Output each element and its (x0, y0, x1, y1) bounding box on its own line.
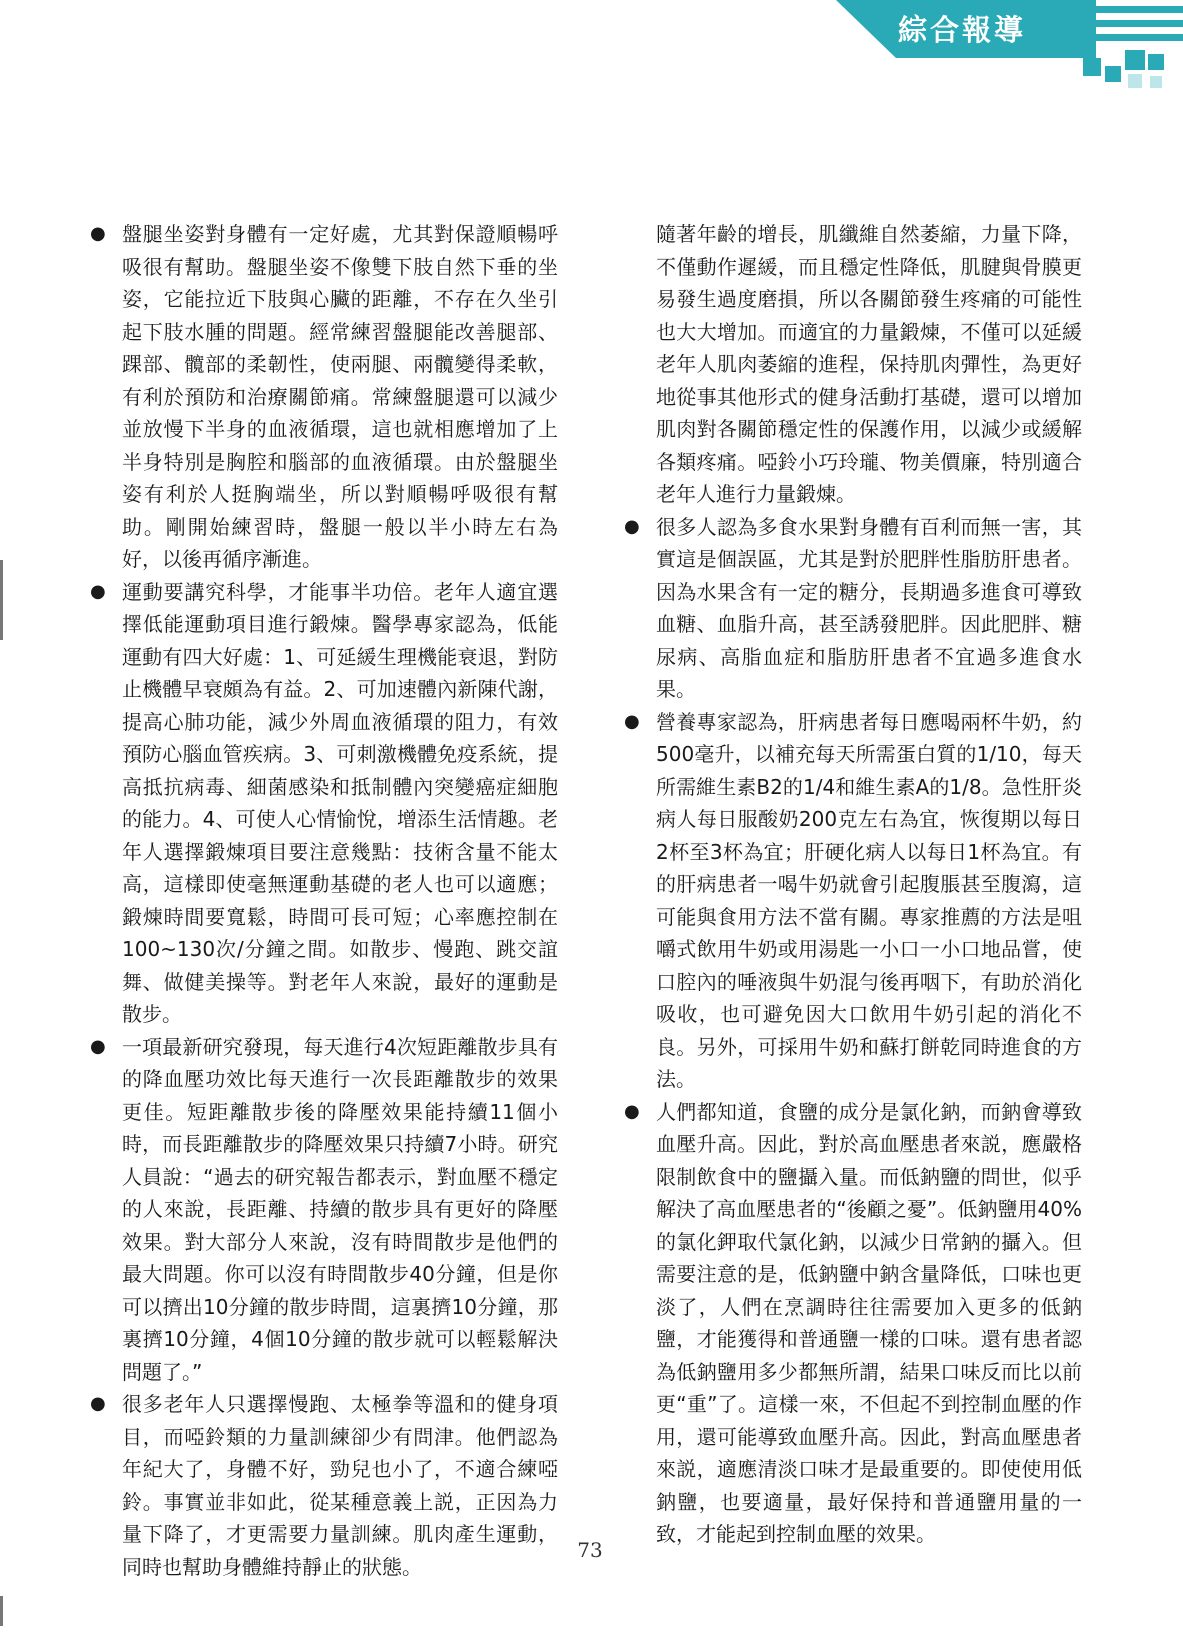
continued-text: 隨著年齡的增長，肌纖維自然萎縮，力量下降，不僅動作遲緩，而且穩定性降低，肌腱與骨膜更易發生過度磨損，所以各關節發生疼痛的可能性也大大增加。而適宜的力量鍛煉，不僅可以延緩老年人肌肉萎縮的進程，保持肌肉彈性，為更好地從事其他形式的健身活動打基礎，還可以增加肌肉對各關節穩定性的保護作用，以減少或緩解各類疼痛。啞鈴小巧玲瓏、物美價廉，特別適合老年人進行力量鍛煉。 (656, 222, 1082, 506)
bullet-icon: ● (624, 710, 640, 732)
scan-edge-mark (0, 560, 3, 640)
bullet-icon: ● (90, 1393, 106, 1414)
page-number: 73 (577, 1538, 603, 1562)
bullet-text: 運動要講究科學，才能事半功倍。老年人適宜選擇低能運動項目進行鍛煉。醫學專家認為，低能運動有四大好處：1、可延緩生理機能衰退，對防止機體早衰頗為有益。2、可加速體內新陳代謝，提高心肺功能，減少外周血液循環的阻力，有效預防心腦血管疾病。3、可刺激機體免疫系統，提高抵抗病毒、細菌感染和抵制體內突變癌症細胞的能力。4、可使人心情愉悅，增添生活情趣。老年人選擇鍛煉項目要注意幾點：技術含量不能太高，這樣即使毫無運動基礎的老人也可以適應；鍛煉時間要寬鬆，時間可長可短；心率應控制在100~130次/分鐘之間。如散步、慢跑、跳交誼舞、做健美操等。對老年人來說，最好的運動是散步。 (122, 579, 558, 1026)
bullet-icon: ● (90, 580, 106, 602)
bullet-text: 盤腿坐姿對身體有一定好處，尤其對保證順暢呼吸很有幫助。盤腿坐姿不像雙下肢自然下垂的坐姿，它能拉近下肢與心臟的距離，不存在久坐引起下肢水腫的問題。經常練習盤腿能改善腿部、踝部、髖部的柔韌性，使兩腿、兩髖變得柔軟，有利於預防和治療關節痛。常練盤腿還可以減少並放慢下半身的血液循環，這也就相應增加了上半身特別是胸腔和腦部的血液循環。由於盤腿坐姿有利於人挺胸端坐，所以對順暢呼吸很有幫助。剛開始練習時，盤腿一般以半小時左右為好，以後再循序漸進。 (122, 222, 558, 571)
continued-paragraph (622, 218, 1082, 511)
bullet-icon: ● (90, 1035, 106, 1057)
bullet-item-low-sodium-salt (622, 1096, 1082, 1551)
bullet-text: 很多老年人只選擇慢跑、太極拳等溫和的健身項目，而啞鈴類的力量訓練卻少有問津。他們認為年紀大了，身體不好，勁兒也小了，不適合練啞鈴。事實並非如此，從某種意義上説，正因為力量下降了，才更需要力量訓練。肌肉產生運動，同時也幫助身體維持靜止的狀態。 (122, 1392, 558, 1579)
bullet-item-milk-liver (622, 706, 1082, 1096)
bullet-item-low-energy-exercise (88, 576, 558, 1031)
bullet-icon: ● (624, 515, 640, 537)
bullet-item-strength-training (88, 1388, 558, 1583)
bullet-item-cross-legged-sitting (88, 218, 558, 576)
left-column (88, 218, 558, 1583)
bullet-text: 一項最新研究發現，每天進行4次短距離散步具有的降血壓功效比每天進行一次長距離散步的效果更佳。短距離散步後的降壓效果能持續11個小時，而長距離散步的降壓效果只持續7小時。研究人員說：“過去的研究報告都表示，對血壓不穩定的人來說，長距離、持續的散步具有更好的降壓效果。對大部分人來說，沒有時間散步是他們的最大問題。你可以沒有時間散步40分鐘，但是你可以擠出10分鐘的散步時間，這裏擠10分鐘，那裏擠10分鐘，4個10分鐘的散步就可以輕鬆解決問題了。” (122, 1034, 558, 1384)
right-column (622, 218, 1082, 1551)
bullet-icon: ● (90, 223, 106, 244)
bullet-text: 營養專家認為，肝病患者每日應喝兩杯牛奶，約500毫升，以補充每天所需蛋白質的1/10，每天所需維生素B2的1/4和維生素A的1/8。急性肝炎病人每日服酸奶200克左右為宜，恢復期以每日2杯至3杯為宜；肝硬化病人以每日1杯為宜。有的肝病患者一喝牛奶就會引起腹脹甚至腹瀉，這可能與食用方法不當有關。專家推薦的方法是咀嚼式飲用牛奶或用湯匙一小口一小口地品嘗，使口腔內的唾液與牛奶混勻後再咽下，有助於消化吸收，也可避免因大口飲用牛奶引起的消化不良。另外，可採用牛奶和蘇打餅乾同時進食的方法。 (656, 709, 1082, 1091)
section-title: 綜合報導 (898, 13, 1027, 47)
bullet-icon: ● (624, 1100, 640, 1122)
bullet-text: 人們都知道，食鹽的成分是氯化鈉，而鈉會導致血壓升高。因此，對於高血壓患者來説，應嚴格限制飲食中的鹽攝入量。而低鈉鹽的問世，似乎解決了高血壓患者的“後顧之憂”。低鈉鹽用40%的氯化鉀取代氯化鈉，以減少日常鈉的攝入。但需要注意的是，低鈉鹽中鈉含量降低，口味也更淡了，人們在烹調時往往需要加入更多的低鈉鹽，才能獲得和普通鹽一樣的口味。還有患者認為低鈉鹽用多少都無所謂，結果口味反而比以前更“重”了。這樣一來，不但起不到控制血壓的作用，還可能導致血壓升高。因此，對高血壓患者來説，適應清淡口味才是最重要的。即使使用低鈉鹽，也要適量，最好保持和普通鹽用量的一致，才能起到控制血壓的效果。 (656, 1099, 1082, 1546)
bullet-item-short-walks (88, 1031, 558, 1389)
scan-edge-mark (0, 1596, 3, 1626)
bullet-item-fruit-myth (622, 511, 1082, 706)
bullet-text: 很多人認為多食水果對身體有百利而無一害，其實這是個誤區，尤其是對於肥胖性脂肪肝患者。因為水果含有一定的糖分，長期過多進食可導致血糖、血脂升高，甚至誘發肥胖。因此肥胖、糖尿病、高脂血症和脂肪肝患者不宜過多進食水果。 (656, 514, 1082, 701)
